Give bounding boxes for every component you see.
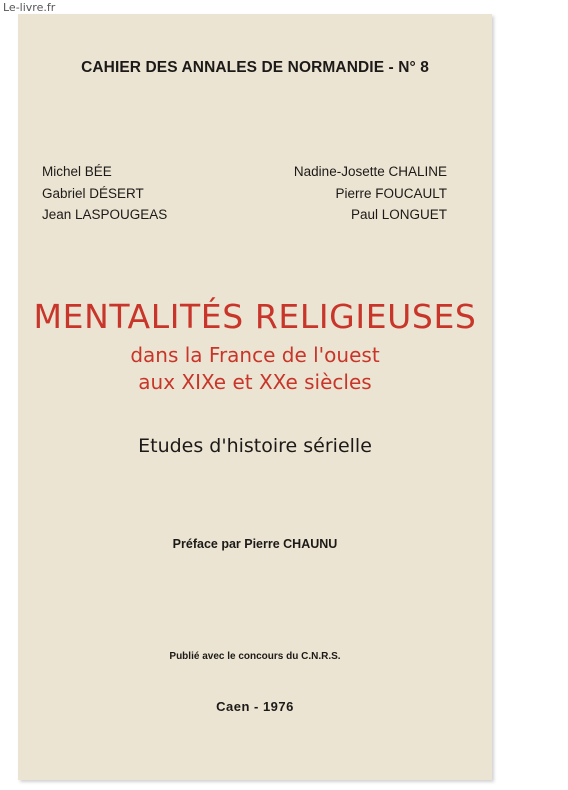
author-name: Paul LONGUET [350,207,447,222]
place-date: Caen - 1976 [216,699,294,714]
series-title: CAHIER DES ANNALES DE NORMANDIE - N° 8 [81,59,429,76]
author-name: Nadine-Josette CHALINE [293,164,447,179]
authors-right [294,161,447,226]
subtitle-line: aux XIXe et XXe siècles [138,370,372,394]
preface-credit: Préface par Pierre CHAUNU [172,537,338,551]
tagline: Etudes d'histoire sérielle [138,435,372,457]
main-title: MENTALITÉS RELIGIEUSES [33,297,477,336]
subtitle-line: dans la France de l'ouest [130,343,380,367]
publisher-note: Publié avec le concours du C.N.R.S. [169,651,341,662]
authors-left [42,161,167,226]
author-name: Jean LASPOUGEAS [42,207,168,222]
author-name: Gabriel DÉSERT [42,185,144,201]
book-cover [18,14,492,780]
author-name: Michel BÉE [42,164,112,179]
author-name: Pierre FOUCAULT [335,185,447,201]
subtitle [18,342,492,396]
watermark-text: Le-livre.fr [3,1,56,14]
